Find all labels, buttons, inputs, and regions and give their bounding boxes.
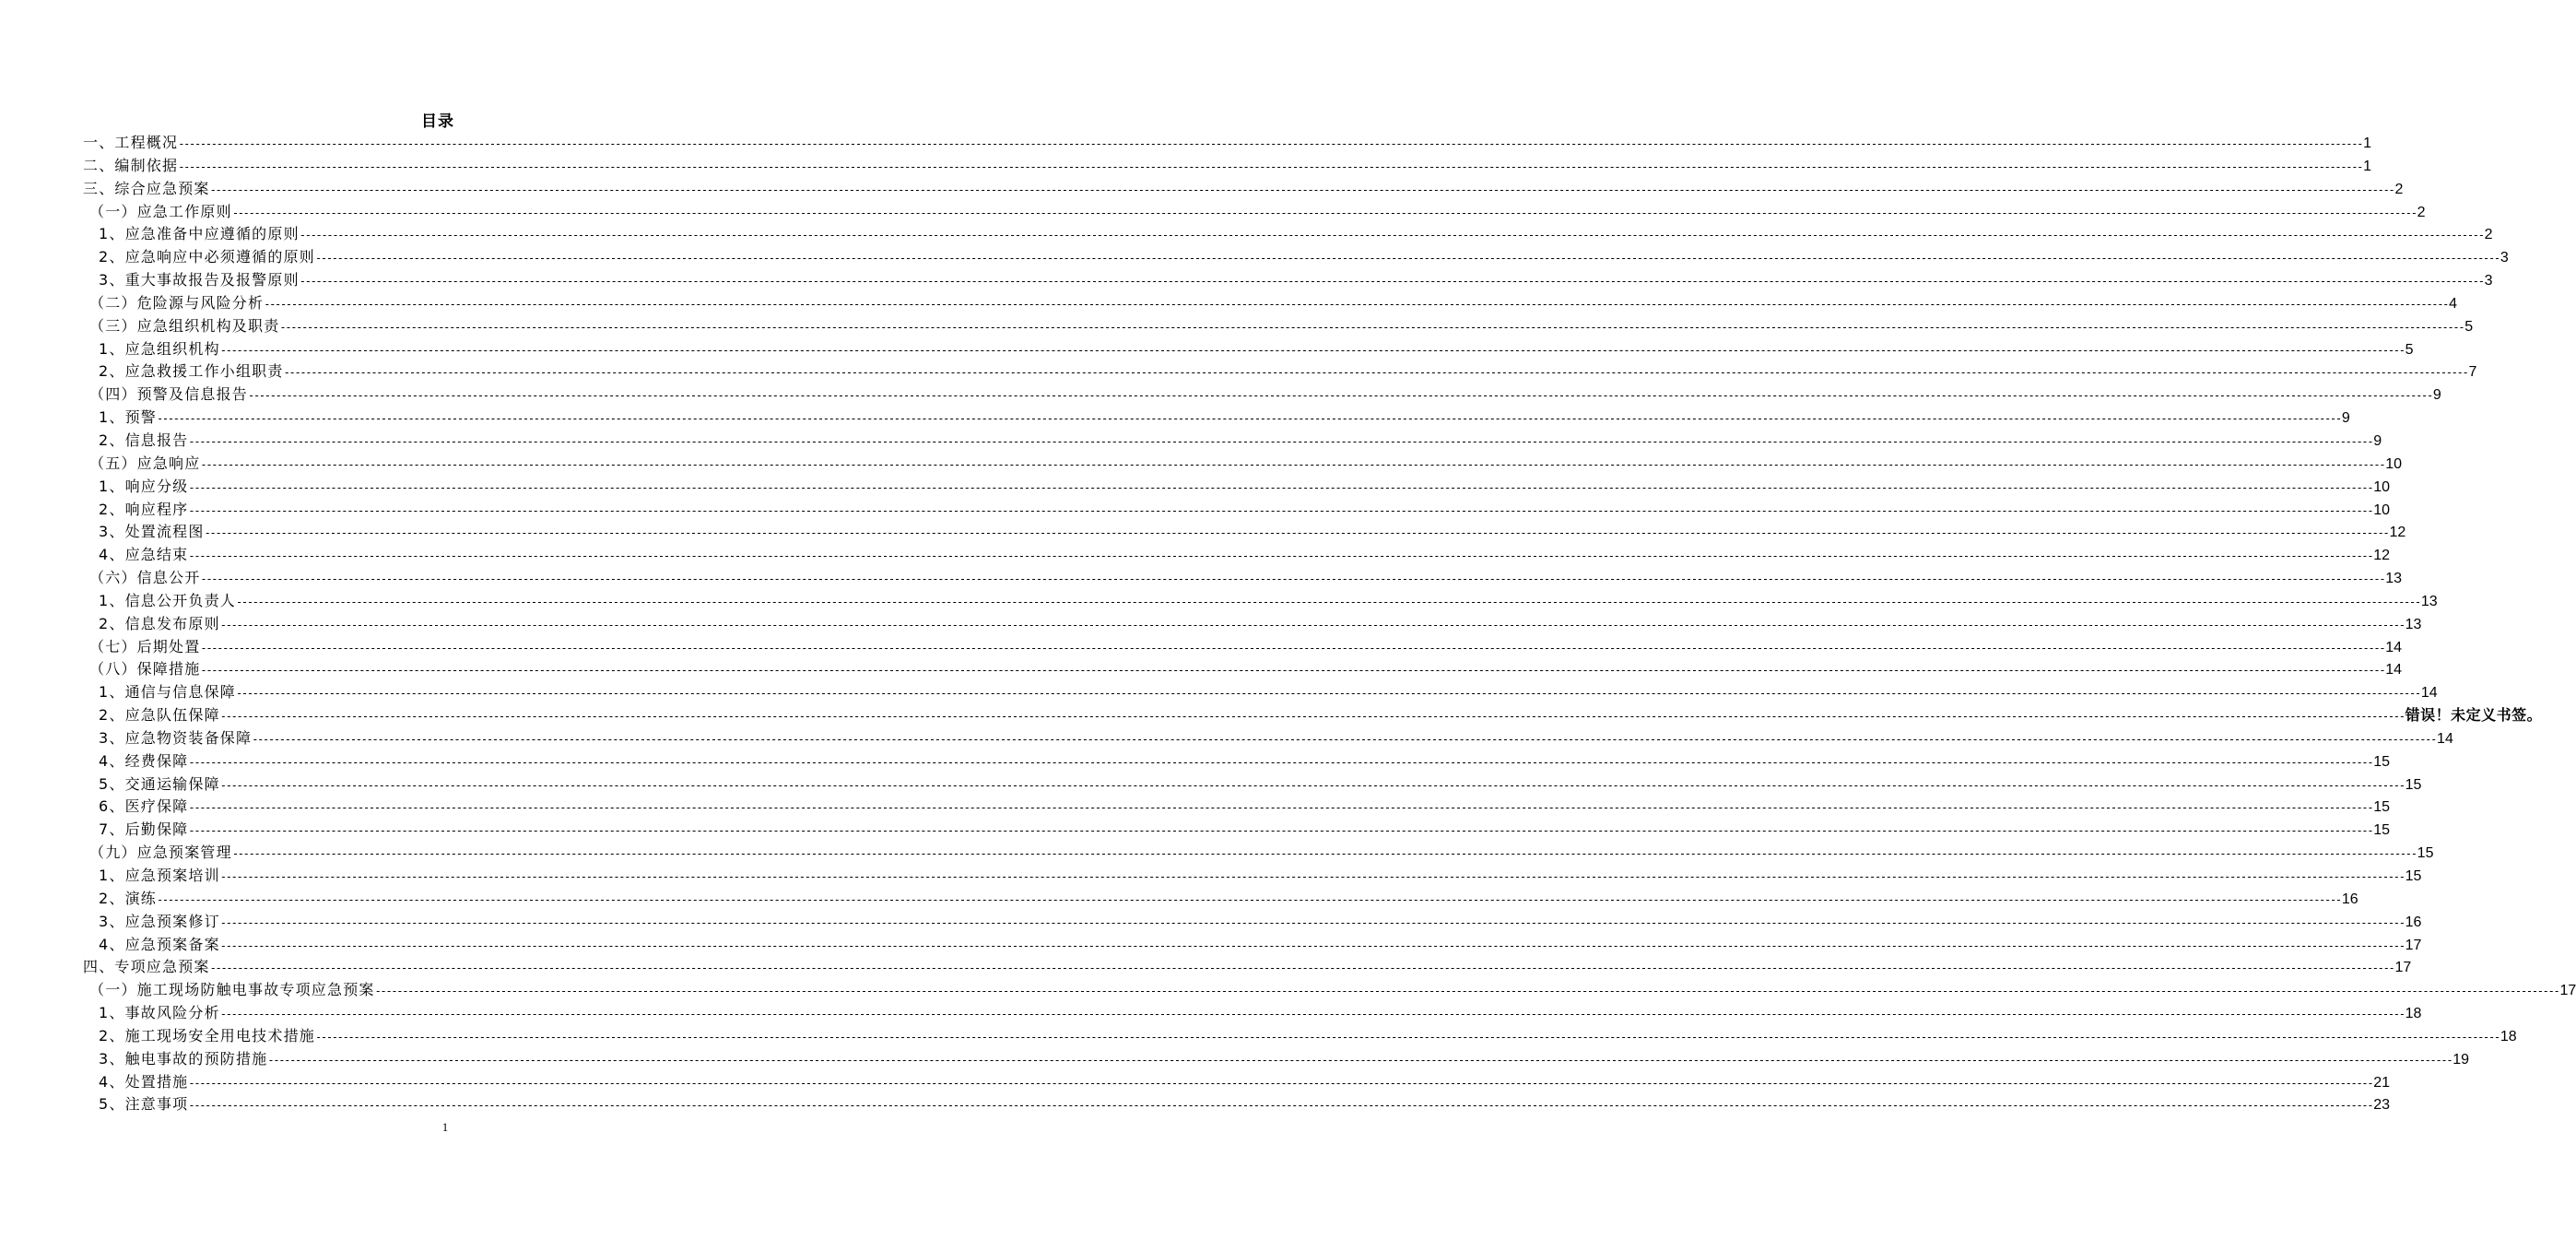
toc-leader-dashes: ----------------------------------------------------------------------------------------------------------------------------------------------------------------------------------------------------------------------------------------------------------------------------------------------------------------------------------------------------------------------------------------------------------------	[219, 938, 2405, 952]
toc-leader-dashes: ----------------------------------------------------------------------------------------------------------------------------------------------------------------------------------------------------------------------------------------------------------------------------------------------------------------------------------------------------------------------------------------------------------------	[314, 252, 2500, 266]
toc-entry-page-number: 2	[2417, 204, 2426, 220]
toc-leader-dashes: ----------------------------------------------------------------------------------------------------------------------------------------------------------------------------------------------------------------------------------------------------------------------------------------------------------------------------------------------------------------------------------------------------------------	[209, 183, 2394, 196]
toc-entry-page-number: 10	[2373, 478, 2391, 495]
toc-leader-dashes: ----------------------------------------------------------------------------------------------------------------------------------------------------------------------------------------------------------------------------------------------------------------------------------------------------------------------------------------------------------------------------------------------------------------	[219, 778, 2405, 792]
toc-entry-page-number: 15	[2373, 753, 2391, 770]
toc-entry[interactable]	[83, 178, 2404, 201]
toc-leader-dashes: ----------------------------------------------------------------------------------------------------------------------------------------------------------------------------------------------------------------------------------------------------------------------------------------------------------------------------------------------------------------------------------------------------------------	[231, 206, 2417, 219]
toc-entry-title: 1、应急预案培训	[99, 867, 220, 884]
toc-leader-dashes: ----------------------------------------------------------------------------------------------------------------------------------------------------------------------------------------------------------------------------------------------------------------------------------------------------------------------------------------------------------------------------------------------------------------	[200, 641, 2385, 655]
toc-entry[interactable]	[83, 132, 2371, 155]
toc-entry-title: 3、重大事故报告及报警原则	[99, 271, 300, 289]
toc-leader-dashes: ----------------------------------------------------------------------------------------------------------------------------------------------------------------------------------------------------------------------------------------------------------------------------------------------------------------------------------------------------------------------------------------------------------------	[314, 1030, 2500, 1044]
toc-entry-page-number: 21	[2373, 1074, 2391, 1091]
toc-entry-title: （四）预警及信息报告	[89, 385, 249, 404]
toc-entry[interactable]	[83, 407, 2350, 430]
toc-leader-dashes: ----------------------------------------------------------------------------------------------------------------------------------------------------------------------------------------------------------------------------------------------------------------------------------------------------------------------------------------------------------------------------------------------------------------	[188, 480, 2373, 494]
toc-entry-title: 四、专项应急预案	[83, 958, 210, 976]
toc-entry-page-number: 2	[2484, 227, 2493, 243]
toc-leader-dashes: ----------------------------------------------------------------------------------------------------------------------------------------------------------------------------------------------------------------------------------------------------------------------------------------------------------------------------------------------------------------------------------------------------------------	[188, 434, 2373, 448]
toc-entry[interactable]	[83, 1048, 2470, 1071]
toc-entry[interactable]	[83, 476, 2391, 499]
toc-entry-title: 4、应急预案备案	[99, 935, 220, 953]
toc-leader-dashes: ----------------------------------------------------------------------------------------------------------------------------------------------------------------------------------------------------------------------------------------------------------------------------------------------------------------------------------------------------------------------------------------------------------------	[235, 595, 2420, 608]
toc-entry[interactable]	[83, 201, 2426, 224]
toc-entry[interactable]	[83, 246, 2509, 269]
toc-leader-dashes: ----------------------------------------------------------------------------------------------------------------------------------------------------------------------------------------------------------------------------------------------------------------------------------------------------------------------------------------------------------------------------------------------------------------	[299, 229, 2484, 242]
toc-leader-dashes: ----------------------------------------------------------------------------------------------------------------------------------------------------------------------------------------------------------------------------------------------------------------------------------------------------------------------------------------------------------------------------------------------------------------	[219, 1008, 2405, 1021]
toc-entry-page-number: 18	[2500, 1028, 2517, 1044]
toc-entry-title: 3、触电事故的预防措施	[99, 1049, 268, 1068]
toc-entry-page-number: 5	[2405, 341, 2414, 358]
toc-leader-dashes: ----------------------------------------------------------------------------------------------------------------------------------------------------------------------------------------------------------------------------------------------------------------------------------------------------------------------------------------------------------------------------------------------------------------	[188, 1099, 2373, 1113]
toc-entry-title: 7、后勤保障	[99, 820, 189, 839]
toc-entry-page-number: 13	[2385, 571, 2403, 587]
toc-leader-dashes: ----------------------------------------------------------------------------------------------------------------------------------------------------------------------------------------------------------------------------------------------------------------------------------------------------------------------------------------------------------------------------------------------------------------	[188, 824, 2373, 838]
toc-entry-title: 2、应急队伍保障	[99, 706, 220, 725]
toc-entry[interactable]	[83, 1071, 2391, 1094]
toc-entry[interactable]	[83, 521, 2406, 544]
toc-entry[interactable]	[83, 1093, 2391, 1116]
toc-leader-dashes: ----------------------------------------------------------------------------------------------------------------------------------------------------------------------------------------------------------------------------------------------------------------------------------------------------------------------------------------------------------------------------------------------------------------	[188, 755, 2373, 769]
toc-entry-page-number: 12	[2389, 525, 2406, 541]
toc-leader-dashes: ----------------------------------------------------------------------------------------------------------------------------------------------------------------------------------------------------------------------------------------------------------------------------------------------------------------------------------------------------------------------------------------------------------------	[299, 275, 2484, 289]
toc-leader-dashes: ----------------------------------------------------------------------------------------------------------------------------------------------------------------------------------------------------------------------------------------------------------------------------------------------------------------------------------------------------------------------------------------------------------------	[267, 1053, 2452, 1067]
toc-leader-dashes: ----------------------------------------------------------------------------------------------------------------------------------------------------------------------------------------------------------------------------------------------------------------------------------------------------------------------------------------------------------------------------------------------------------------	[252, 732, 2437, 746]
toc-leader-dashes: ----------------------------------------------------------------------------------------------------------------------------------------------------------------------------------------------------------------------------------------------------------------------------------------------------------------------------------------------------------------------------------------------------------------	[231, 847, 2417, 861]
toc-leader-dashes: ----------------------------------------------------------------------------------------------------------------------------------------------------------------------------------------------------------------------------------------------------------------------------------------------------------------------------------------------------------------------------------------------------------------	[374, 985, 2559, 998]
toc-leader-dashes: ----------------------------------------------------------------------------------------------------------------------------------------------------------------------------------------------------------------------------------------------------------------------------------------------------------------------------------------------------------------------------------------------------------------	[219, 710, 2405, 724]
toc-entry[interactable]	[83, 681, 2438, 704]
toc-entry-page-number: 14	[2385, 639, 2403, 655]
page-number: 1	[441, 1120, 449, 1134]
toc-entry-title: 2、施工现场安全用电技术措施	[99, 1026, 315, 1044]
toc-entry-page-number: 18	[2405, 1006, 2422, 1022]
toc-entry-title: 1、事故风险分析	[99, 1004, 220, 1022]
toc-entry-title: 3、应急物资装备保障	[99, 728, 253, 747]
toc-entry[interactable]	[83, 360, 2477, 384]
toc-entry-page-number: 17	[2405, 937, 2422, 953]
toc-entry-title: （二）危险源与风险分析	[89, 293, 265, 312]
toc-entry[interactable]	[83, 453, 2403, 476]
toc-entry-page-number: 3	[2500, 250, 2509, 266]
toc-entry-page-number: 3	[2484, 273, 2493, 289]
toc-entry[interactable]	[83, 704, 2543, 727]
toc-entry[interactable]	[83, 384, 2441, 407]
toc-leader-dashes: ----------------------------------------------------------------------------------------------------------------------------------------------------------------------------------------------------------------------------------------------------------------------------------------------------------------------------------------------------------------------------------------------------------------	[219, 343, 2405, 357]
toc-entry-page-number: 10	[2373, 502, 2391, 518]
toc-leader-dashes: ----------------------------------------------------------------------------------------------------------------------------------------------------------------------------------------------------------------------------------------------------------------------------------------------------------------------------------------------------------------------------------------------------------------	[219, 870, 2405, 883]
toc-entry[interactable]	[83, 979, 2576, 1002]
toc-leader-dashes: ----------------------------------------------------------------------------------------------------------------------------------------------------------------------------------------------------------------------------------------------------------------------------------------------------------------------------------------------------------------------------------------------------------------	[200, 664, 2385, 678]
toc-entry-title: （八）保障措施	[89, 660, 201, 678]
toc-leader-dashes: ----------------------------------------------------------------------------------------------------------------------------------------------------------------------------------------------------------------------------------------------------------------------------------------------------------------------------------------------------------------------------------------------------------------	[219, 618, 2405, 631]
toc-entry[interactable]	[83, 223, 2493, 246]
toc-entry[interactable]	[83, 796, 2391, 819]
toc-entry[interactable]	[83, 292, 2457, 315]
toc-entry-page-number: 12	[2373, 548, 2391, 564]
toc-leader-dashes: ----------------------------------------------------------------------------------------------------------------------------------------------------------------------------------------------------------------------------------------------------------------------------------------------------------------------------------------------------------------------------------------------------------------	[235, 687, 2420, 701]
toc-entry-page-number: 19	[2452, 1051, 2470, 1068]
toc-entry-title: 二、编制依据	[83, 156, 179, 174]
toc-leader-dashes: ----------------------------------------------------------------------------------------------------------------------------------------------------------------------------------------------------------------------------------------------------------------------------------------------------------------------------------------------------------------------------------------------------------------	[156, 892, 2341, 906]
toc-entry-title: 1、响应分级	[99, 477, 189, 495]
toc-entry-title: （九）应急预案管理	[89, 844, 232, 862]
toc-entry-title: 4、处置措施	[99, 1072, 189, 1091]
toc-entry[interactable]	[83, 338, 2414, 361]
toc-entry-title: 4、经费保障	[99, 751, 189, 770]
toc-leader-dashes: ----------------------------------------------------------------------------------------------------------------------------------------------------------------------------------------------------------------------------------------------------------------------------------------------------------------------------------------------------------------------------------------------------------------	[188, 801, 2373, 815]
toc-leader-dashes: ----------------------------------------------------------------------------------------------------------------------------------------------------------------------------------------------------------------------------------------------------------------------------------------------------------------------------------------------------------------------------------------------------------------	[209, 962, 2394, 975]
toc-entry-title: 1、通信与信息保障	[99, 683, 236, 702]
toc-entry-title: 2、信息发布原则	[99, 614, 220, 632]
toc-entry[interactable]	[83, 544, 2391, 567]
toc-entry-page-number: 14	[2437, 730, 2453, 747]
toc-leader-dashes: ----------------------------------------------------------------------------------------------------------------------------------------------------------------------------------------------------------------------------------------------------------------------------------------------------------------------------------------------------------------------------------------------------------------	[279, 320, 2464, 334]
toc-leader-dashes: ----------------------------------------------------------------------------------------------------------------------------------------------------------------------------------------------------------------------------------------------------------------------------------------------------------------------------------------------------------------------------------------------------------------	[178, 159, 2363, 173]
toc-entry[interactable]	[83, 269, 2493, 292]
toc-entry-title: 2、应急救援工作小组职责	[99, 362, 284, 381]
table-of-contents	[83, 132, 2576, 1116]
toc-entry[interactable]	[83, 590, 2438, 613]
toc-entry[interactable]	[83, 750, 2391, 773]
toc-leader-dashes: ----------------------------------------------------------------------------------------------------------------------------------------------------------------------------------------------------------------------------------------------------------------------------------------------------------------------------------------------------------------------------------------------------------------	[200, 457, 2385, 471]
toc-entry-page-number: 15	[2405, 868, 2422, 884]
toc-entry-title: 3、应急预案修订	[99, 912, 220, 930]
toc-entry[interactable]	[83, 773, 2422, 796]
toc-entry-title: 3、处置流程图	[99, 523, 205, 541]
toc-entry[interactable]	[83, 567, 2403, 590]
toc-entry-page-number: 17	[2559, 983, 2576, 999]
toc-entry[interactable]	[83, 1025, 2517, 1048]
toc-entry-page-number: 16	[2341, 891, 2358, 907]
toc-entry-title: 一、工程概况	[83, 134, 179, 151]
toc-entry[interactable]	[83, 430, 2382, 453]
toc-leader-dashes: ----------------------------------------------------------------------------------------------------------------------------------------------------------------------------------------------------------------------------------------------------------------------------------------------------------------------------------------------------------------------------------------------------------------	[219, 915, 2405, 929]
toc-entry[interactable]	[83, 956, 2412, 979]
toc-entry[interactable]	[83, 842, 2434, 865]
toc-entry-title: 1、信息公开负责人	[99, 591, 236, 609]
toc-entry-page-number: 7	[2468, 364, 2477, 381]
toc-entry-title: 1、应急组织机构	[99, 339, 220, 358]
toc-entry-title: （一）施工现场防触电事故专项应急预案	[89, 981, 375, 999]
toc-entry-page-number: 14	[2420, 685, 2438, 702]
toc-entry-title: 5、交通运输保障	[99, 774, 220, 793]
toc-entry-page-number: 9	[2341, 410, 2350, 427]
toc-entry[interactable]	[83, 613, 2422, 636]
toc-entry-page-number: 13	[2405, 616, 2422, 632]
toc-entry[interactable]	[83, 865, 2422, 888]
toc-entry-page-number: 15	[2373, 799, 2391, 816]
toc-entry[interactable]	[83, 155, 2371, 178]
toc-entry[interactable]	[83, 911, 2422, 934]
toc-entry[interactable]	[83, 658, 2403, 681]
toc-leader-dashes: ----------------------------------------------------------------------------------------------------------------------------------------------------------------------------------------------------------------------------------------------------------------------------------------------------------------------------------------------------------------------------------------------------------------	[200, 572, 2385, 586]
toc-entry[interactable]	[83, 819, 2391, 842]
toc-entry-page-number: 16	[2405, 914, 2422, 930]
toc-leader-dashes: ----------------------------------------------------------------------------------------------------------------------------------------------------------------------------------------------------------------------------------------------------------------------------------------------------------------------------------------------------------------------------------------------------------------	[188, 549, 2373, 563]
toc-leader-dashes: ----------------------------------------------------------------------------------------------------------------------------------------------------------------------------------------------------------------------------------------------------------------------------------------------------------------------------------------------------------------------------------------------------------------	[204, 526, 2389, 540]
toc-entry-title: 4、应急结束	[99, 546, 189, 564]
toc-leader-dashes: ----------------------------------------------------------------------------------------------------------------------------------------------------------------------------------------------------------------------------------------------------------------------------------------------------------------------------------------------------------------------------------------------------------------	[188, 1076, 2373, 1090]
toc-entry-title: （一）应急工作原则	[89, 202, 232, 220]
toc-entry-title: 三、综合应急预案	[83, 179, 210, 197]
toc-entry-title: 5、注意事项	[99, 1095, 189, 1114]
toc-entry-page-number: 13	[2420, 593, 2438, 609]
toc-entry-page-number: 23	[2373, 1097, 2391, 1114]
toc-leader-dashes: ----------------------------------------------------------------------------------------------------------------------------------------------------------------------------------------------------------------------------------------------------------------------------------------------------------------------------------------------------------------------------------------------------------------	[248, 389, 2432, 403]
toc-entry-page-number: 4	[2449, 295, 2457, 312]
toc-entry[interactable]	[83, 934, 2422, 957]
toc-entry-title: （五）应急响应	[89, 454, 201, 472]
toc-title: 目录	[421, 112, 454, 131]
toc-entry-page-number: 5	[2464, 318, 2474, 335]
toc-entry-page-number: 15	[2417, 845, 2434, 862]
toc-entry-title: （三）应急组织机构及职责	[89, 316, 280, 335]
toc-entry-title: 6、医疗保障	[99, 797, 189, 816]
toc-entry-page-number: 15	[2373, 822, 2391, 839]
toc-leader-dashes: ----------------------------------------------------------------------------------------------------------------------------------------------------------------------------------------------------------------------------------------------------------------------------------------------------------------------------------------------------------------------------------------------------------------	[178, 137, 2363, 150]
toc-entry[interactable]	[83, 727, 2453, 750]
toc-entry[interactable]	[83, 499, 2391, 522]
toc-entry-page-number: 14	[2385, 662, 2403, 678]
toc-entry-page-number: 9	[2373, 432, 2382, 449]
toc-entry[interactable]	[83, 315, 2474, 338]
toc-entry-title: 1、应急准备中应遵循的原则	[99, 225, 300, 243]
toc-leader-dashes: ----------------------------------------------------------------------------------------------------------------------------------------------------------------------------------------------------------------------------------------------------------------------------------------------------------------------------------------------------------------------------------------------------------------	[264, 297, 2449, 311]
toc-entry[interactable]	[83, 1002, 2422, 1025]
toc-entry-title: 2、信息报告	[99, 431, 189, 449]
toc-leader-dashes: ----------------------------------------------------------------------------------------------------------------------------------------------------------------------------------------------------------------------------------------------------------------------------------------------------------------------------------------------------------------------------------------------------------------	[283, 366, 2468, 380]
toc-entry-title: 2、应急响应中必须遵循的原则	[99, 248, 315, 266]
toc-leader-dashes: ----------------------------------------------------------------------------------------------------------------------------------------------------------------------------------------------------------------------------------------------------------------------------------------------------------------------------------------------------------------------------------------------------------------	[188, 503, 2373, 517]
toc-entry-title: 1、预警	[99, 408, 157, 427]
toc-entry-page-number: 15	[2405, 776, 2422, 793]
toc-entry-page-number: 9	[2432, 387, 2441, 404]
toc-entry-page-number: 1	[2363, 136, 2371, 151]
toc-entry-page-number: 17	[2394, 960, 2412, 976]
toc-leader-dashes: ----------------------------------------------------------------------------------------------------------------------------------------------------------------------------------------------------------------------------------------------------------------------------------------------------------------------------------------------------------------------------------------------------------------	[156, 412, 2341, 426]
toc-entry-title: （六）信息公开	[89, 569, 201, 587]
toc-entry-page-number: 1	[2363, 158, 2371, 174]
toc-entry-title: （七）后期处置	[89, 637, 201, 655]
toc-entry-title: 2、演练	[99, 889, 157, 907]
toc-entry-page-number: 10	[2385, 455, 2403, 472]
toc-entry-page-number: 2	[2394, 181, 2404, 197]
toc-entry-error-message: 错误！未定义书签。	[2405, 706, 2543, 725]
toc-entry-title: 2、响应程序	[99, 500, 189, 518]
toc-entry[interactable]	[83, 636, 2403, 659]
toc-entry[interactable]	[83, 888, 2358, 911]
